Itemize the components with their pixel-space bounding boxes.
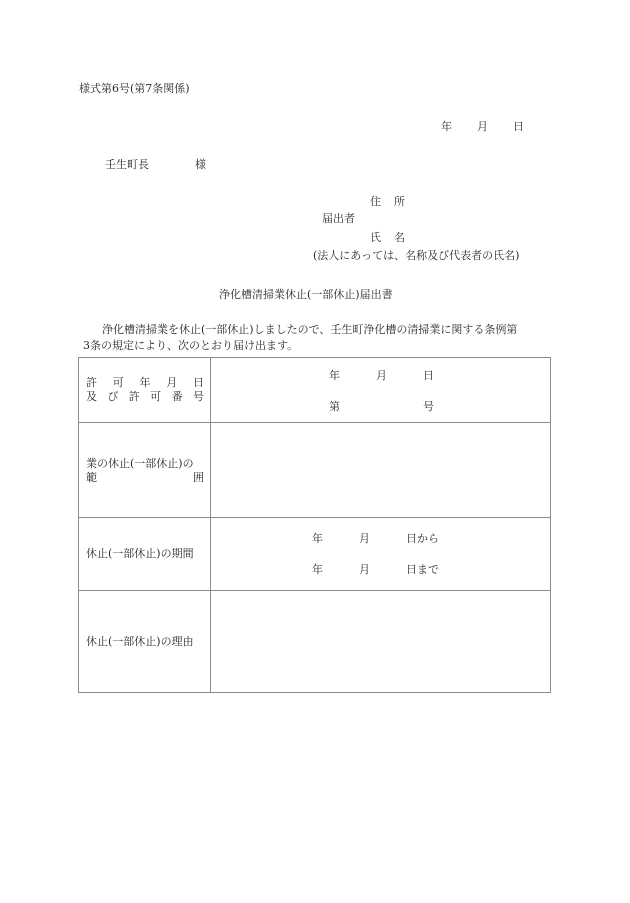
addressee <box>105 158 206 172</box>
notifier-label: 届出者 <box>322 212 355 225</box>
name-label: 氏 名 <box>370 231 405 244</box>
addressee-honorific: 様 <box>195 158 206 171</box>
permit-date: 年 月 日 <box>329 369 434 382</box>
period-from: 年 月 日から <box>312 532 439 545</box>
reason-value-cell[interactable] <box>211 591 550 692</box>
form-number: 様式第6号(第7条関係) <box>79 82 190 95</box>
period-label-cell <box>79 518 211 590</box>
table-row-period <box>79 518 550 591</box>
permit-number: 第 号 <box>329 400 434 413</box>
reason-label: 休止(一部休止)の理由 <box>86 635 194 648</box>
period-label: 休止(一部休止)の期間 <box>86 547 194 560</box>
table-row-permit <box>79 358 550 423</box>
period-value-cell[interactable] <box>211 518 550 590</box>
table-row-scope <box>79 423 550 518</box>
scope-label-line1: 業の休止(一部休止)の <box>86 457 194 470</box>
table-row-reason <box>79 591 550 692</box>
body-line-2: 3条の規定により、次のとおり届け出ます。 <box>83 339 299 352</box>
permit-value-cell[interactable] <box>211 358 550 422</box>
permit-label-line2: 及 び 許 可 番 号 <box>86 390 204 403</box>
day-label: 日 <box>513 120 524 133</box>
scope-label-cell <box>79 423 211 517</box>
submission-date <box>441 120 524 134</box>
permit-label-cell <box>79 358 211 422</box>
addressee-name: 壬生町長 <box>105 158 149 171</box>
scope-value-cell[interactable] <box>211 423 550 517</box>
month-label: 月 <box>477 120 488 133</box>
address-label: 住 所 <box>370 195 405 208</box>
document-title: 浄化槽清掃業休止(一部休止)届出書 <box>219 288 393 301</box>
year-label: 年 <box>441 120 452 133</box>
body-line-1: 浄化槽清掃業を休止(一部休止)しましたので、壬生町浄化槽の清掃業に関する条例第 <box>102 323 518 336</box>
period-to: 年 月 日まで <box>312 563 439 576</box>
reason-label-cell <box>79 591 211 692</box>
form-table <box>78 357 551 693</box>
scope-label-line2: 範 囲 <box>86 471 204 484</box>
corporation-note: (法人にあっては、名称及び代表者の氏名) <box>313 249 520 262</box>
body-text <box>83 322 553 354</box>
permit-label-line1: 許 可 年 月 日 <box>86 376 204 389</box>
